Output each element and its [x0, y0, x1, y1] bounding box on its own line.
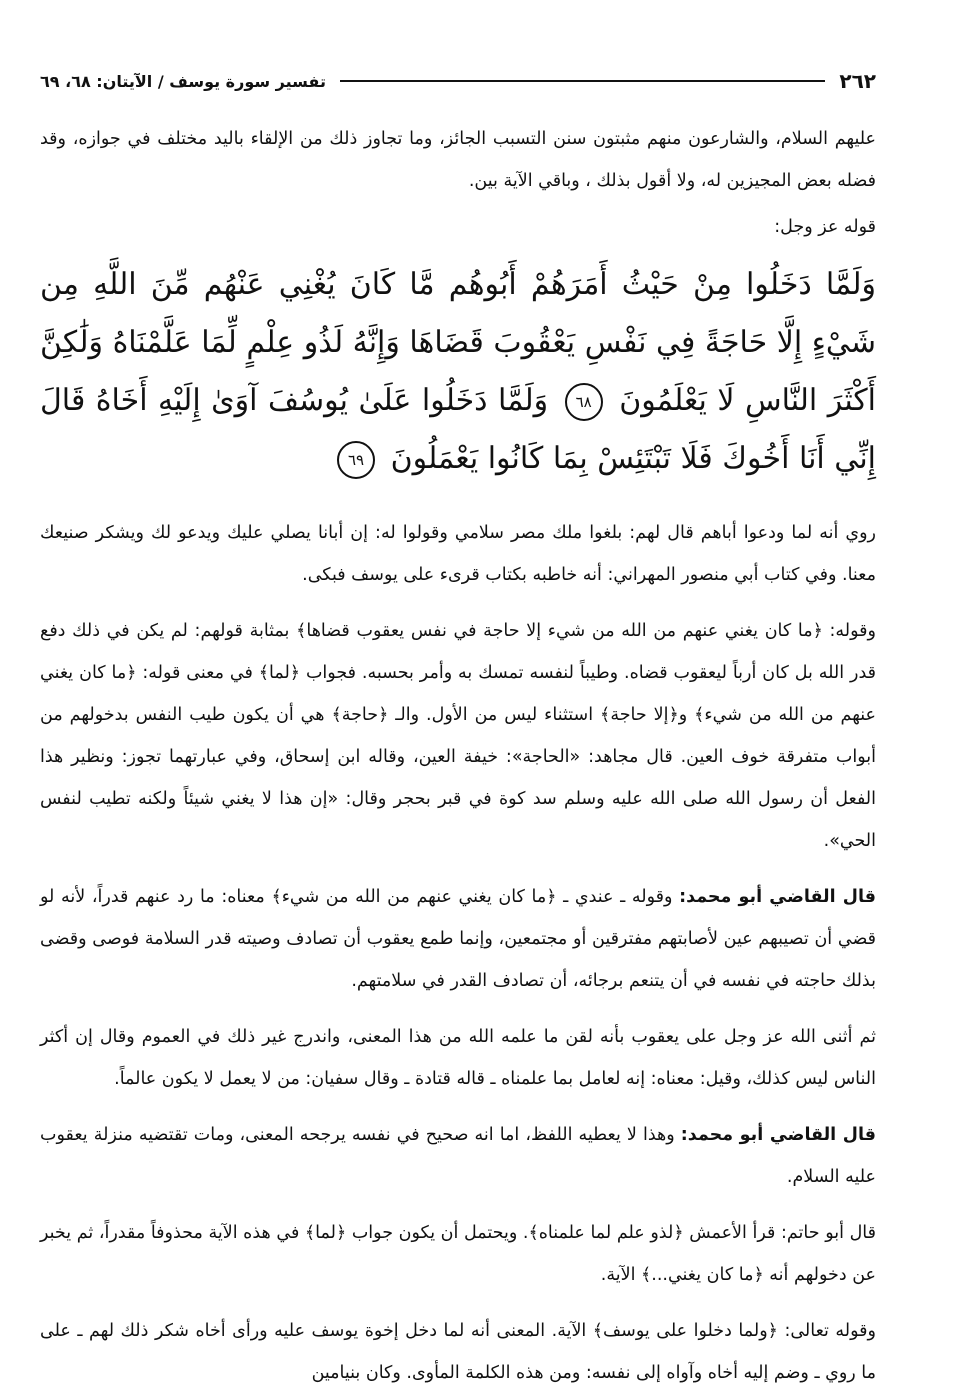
paragraph-7: قال أبو حاتم: قرأ الأعمش ﴿لذو علم لما علمناه﴾. ويحتمل أن يكون جواب ﴿لما﴾ في هذه الآية محذوفاً مقدراً، ثم يخبر عن دخولهم أنه ﴿ما كان يغني...﴾ الآية. — [40, 1223, 876, 1285]
paragraph-6-text: وهذا لا يعطيه اللفظ، اما انه صحيح في نفسه يرجحه المعنى، ومات تقتضيه منزلة يعقوب عليه السلام. — [40, 1125, 876, 1187]
verse-69-text: وَلَمَّا دَخَلُوا عَلَىٰ يُوسُفَ آوَىٰ إِلَيْهِ أَخَاهُ قَالَ إِنِّي أَنَا أَخُوكَ فَلَا تَبْتَئِسْ بِمَا كَانُوا يَعْمَلُونَ — [40, 383, 876, 476]
page-number: ٢٦٢ — [839, 69, 876, 93]
running-title: تفسير سورة يوسف / الآيتان: ٦٨، ٦٩ — [40, 71, 326, 91]
paragraph-6-lead: قال القاضي أبو محمد: — [680, 1125, 876, 1145]
paragraph-6 — [40, 1114, 876, 1198]
paragraph-4-lead: قال القاضي أبو محمد: — [679, 887, 876, 907]
paragraph-3: وقوله: ﴿ما كان يغني عنهم من الله من شيء إلا حاجة في نفس يعقوب قضاها﴾ بمثابة قولهم: لم يكن في ذلك دفع قدر الله بل كان أرباً ليعقوب قضاه. وطيباً لنفسه تمسك به وأمر بحسبه. فجواب ﴿لما﴾ في معنى قوله: ﴿ما كان يغني عنهم من الله من شيء﴾ و﴿إلا حاجة﴾ استثناء ليس من الأول. والـ ﴿حاجة﴾ هي أن يكون طيب النفس بدخولهم من أبواب متفرقة خوف العين. قال مجاهد: «الحاجة»: خيفة العين، وقاله ابن إسحاق، وفي عبارتهما تجوز: ونظير هذا الفعل أن رسول الله صلى الله عليه وسلم سد كوة في قبر بحجر وقال: «إن هذا لا يغني شيئاً ولكنه تطيب لنفس الحي». — [40, 621, 876, 851]
verse-69-marker: ٦٩ — [337, 441, 375, 479]
verse-68-text: وَلَمَّا دَخَلُوا مِنْ حَيْثُ أَمَرَهُمْ أَبُوهُم مَّا كَانَ يُغْنِي عَنْهُم مِّنَ اللَّهِ مِن شَيْءٍ إِلَّا حَاجَةً فِي نَفْسِ يَعْقُوبَ قَضَاهَا وَإِنَّهُ لَذُو عِلْمٍ لِّمَا عَلَّمْنَاهُ وَلَٰكِنَّ أَكْثَرَ النَّاسِ لَا يَعْلَمُونَ — [40, 267, 876, 418]
quran-verses — [40, 256, 876, 488]
paragraph-8: وقوله تعالى: ﴿ولما دخلوا على يوسف﴾ الآية. المعنى أنه لما دخل إخوة يوسف عليه ورأى أخاه شكر ذلك لهم ـ على ما روي ـ وضم إليه أخاه وآواه إلى نفسه: ومن هذه الكلمة المأوى. وكان بنيامين — [40, 1321, 876, 1383]
paragraph-4 — [40, 876, 876, 1002]
paragraph-5: ثم أثنى الله عز وجل على يعقوب بأنه لقن ما علمه الله من هذا المعنى، واندرج غير ذلك في العموم وقال إن أكثر الناس ليس كذلك، وقيل: معناه: إنه لعامل بما علمناه ـ قاله قتادة ـ وقال سفيان: من لا يعمل لا يكون عالماً. — [40, 1027, 876, 1089]
paragraph-2: روي أنه لما ودعوا أباهم قال لهم: بلغوا ملك مصر سلامي وقولوا له: إن أبانا يصلي عليك ويدعو لك ويشكر صنيعك معنا. وفي كتاب أبي منصور المهراني: أنه خاطبه بكتاب قرىء على يوسف فبكى. — [40, 523, 876, 585]
header-rule — [340, 80, 825, 82]
page-header — [40, 66, 876, 96]
verse-intro: قوله عز وجل: — [774, 217, 876, 237]
paragraph-1: عليهم السلام، والشارعون منهم مثبتون سنن التسبب الجائز، وما تجاوز ذلك من الإلقاء باليد مختلف في جوازه، وقد فضله بعض المجيزين له، ولا أقول بذلك ، وباقي الآية بين. — [40, 129, 876, 191]
paragraph-4-text: وقوله ـ عندي ـ ﴿ما كان يغني عنهم من الله من شيء﴾ معناه: ما رد عنهم قدراً، لأنه لو قضي أن تصيبهم عين لأصابتهم مفترقين أو مجتمعين، وإنما طمع يعقوب أن تصادف وصيته قدر السلامة فوصى وقضى بذلك حاجته في نفسه في أن يتنعم برجائه، أن تصادف القدر في سلامتهم. — [40, 887, 876, 991]
page-body — [40, 118, 876, 1394]
verse-68-marker: ٦٨ — [565, 383, 603, 421]
